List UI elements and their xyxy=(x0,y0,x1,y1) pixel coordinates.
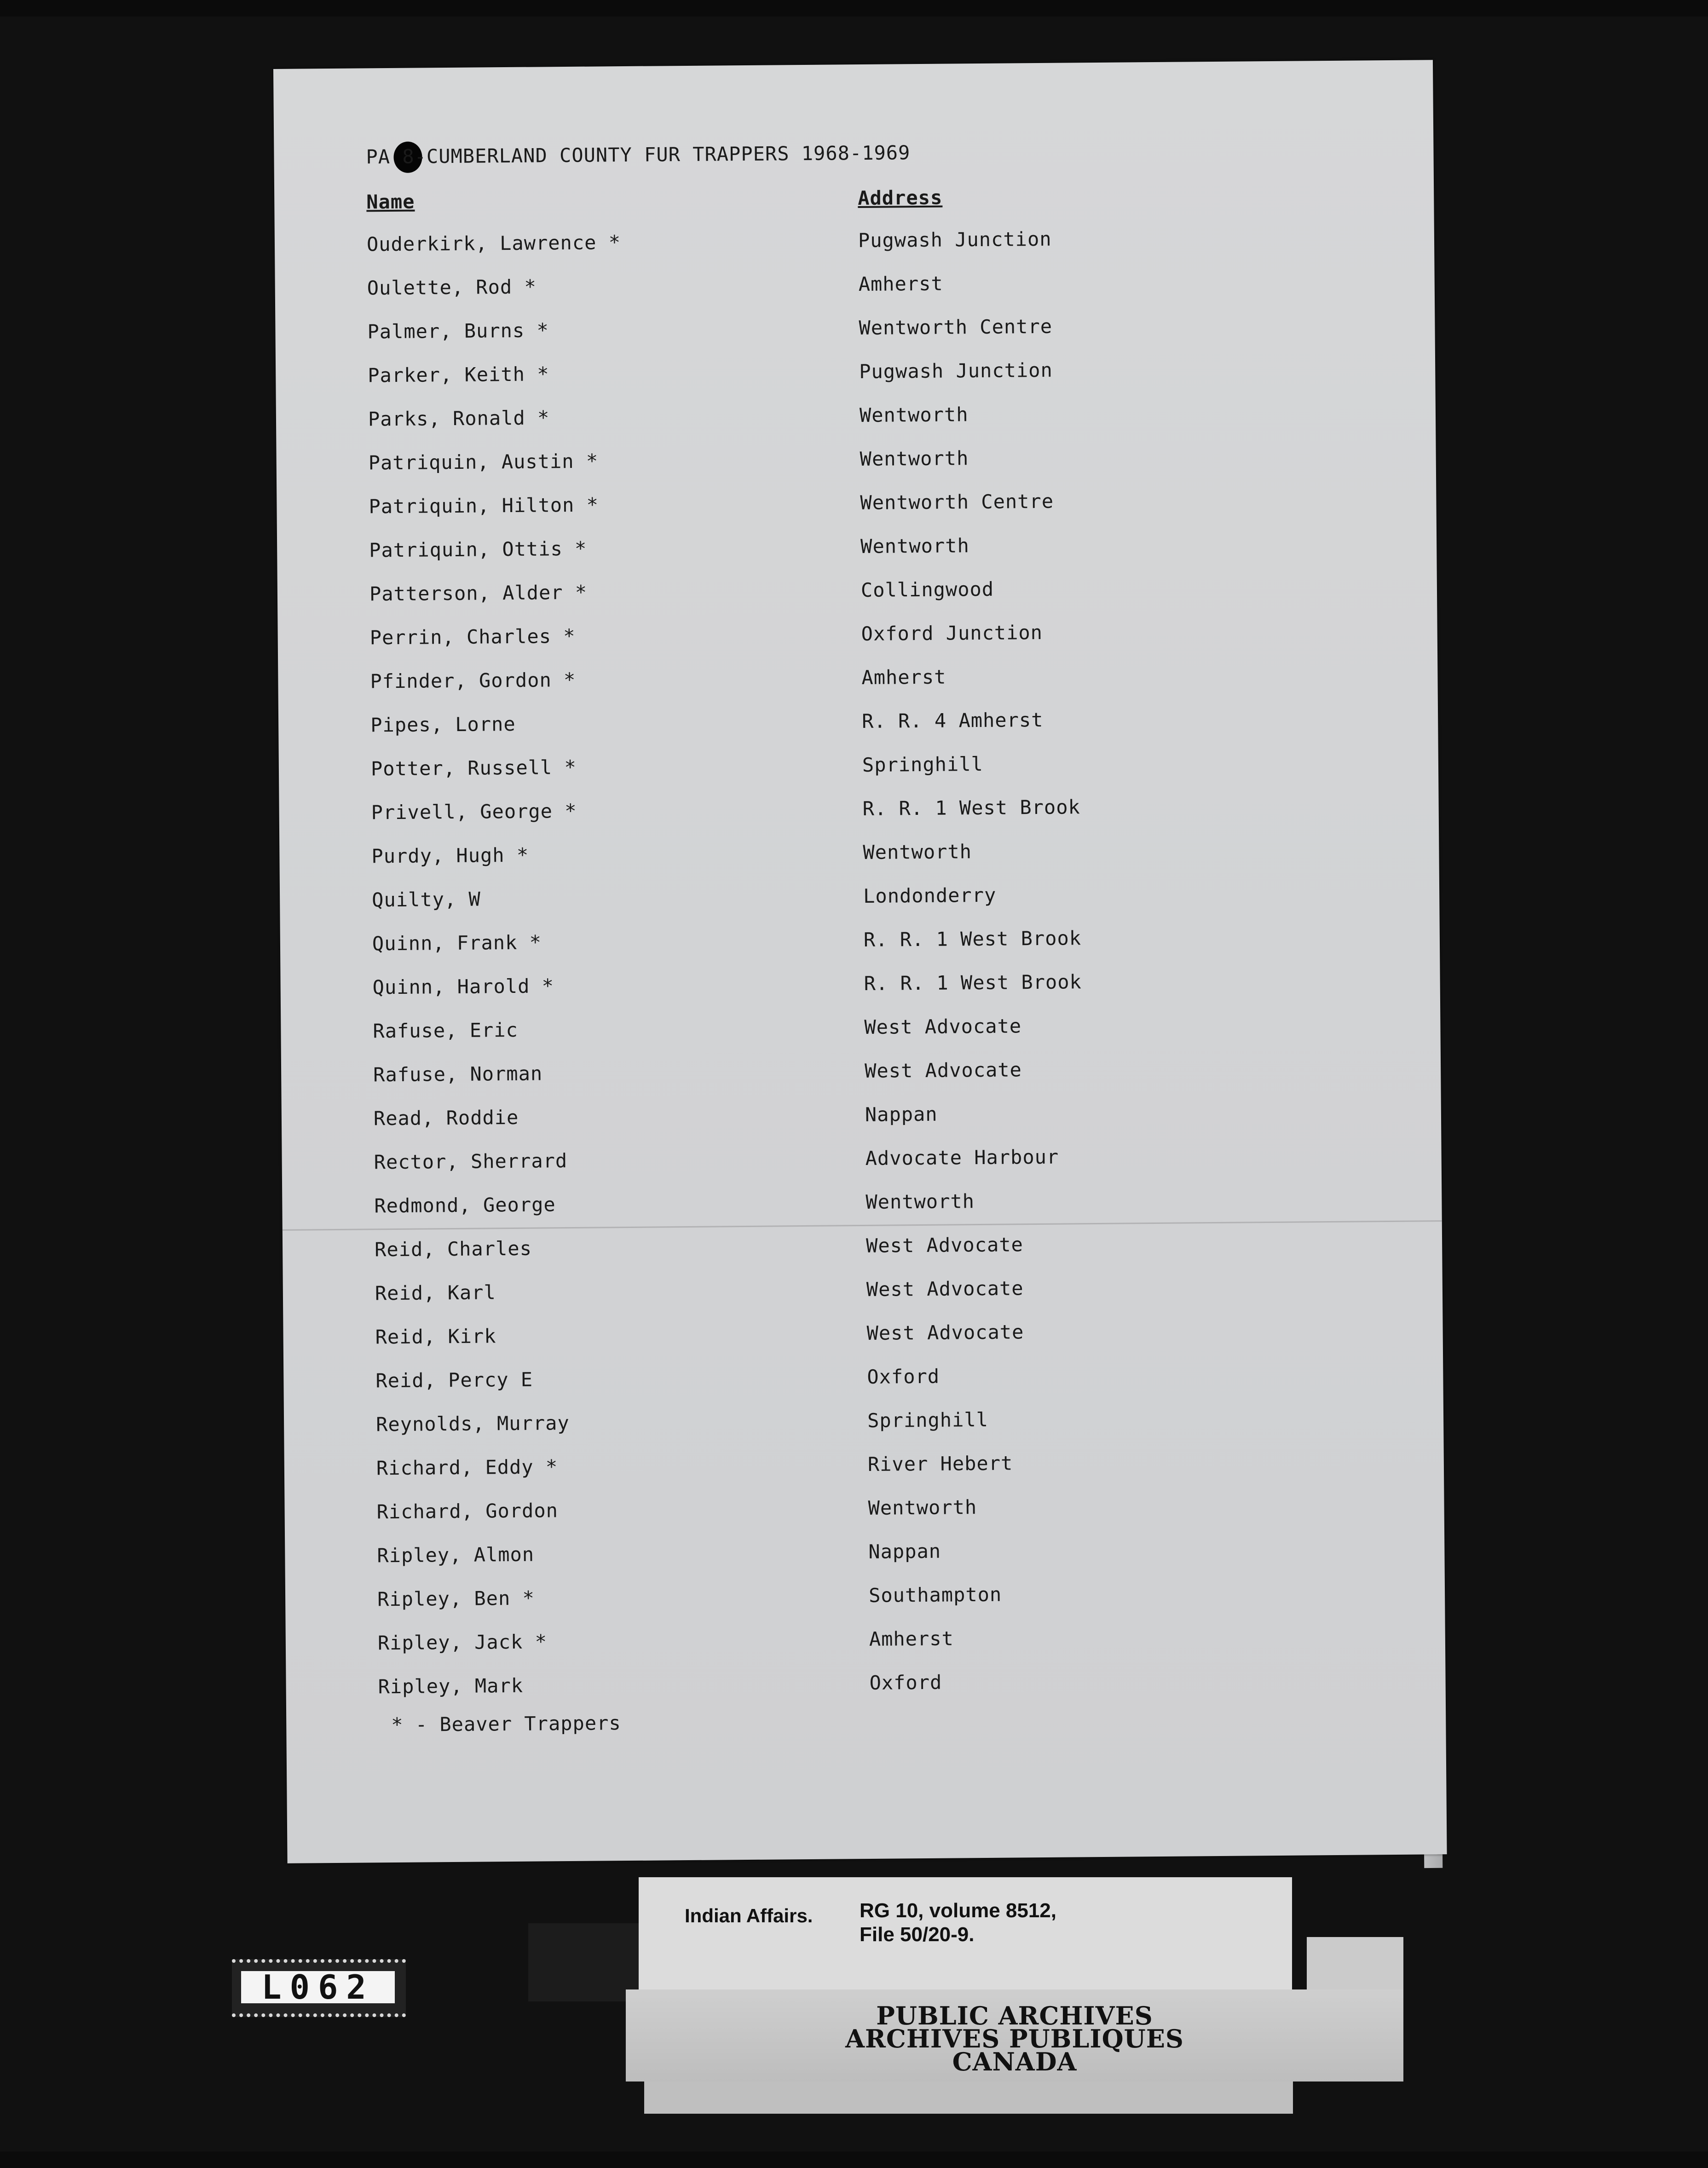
trapper-address: Wentworth xyxy=(859,403,969,427)
trapper-name: Patriquin, Ottis * xyxy=(369,537,587,562)
trapper-name: Richard, Gordon xyxy=(376,1499,559,1523)
trapper-address: Oxford xyxy=(869,1671,942,1694)
reference-file: File 50/20-9. xyxy=(860,1923,975,1946)
trapper-address: Pugwash Junction xyxy=(858,227,1052,252)
trapper-address: West Advocate xyxy=(866,1320,1024,1344)
archive-line-english: PUBLIC ARCHIVES xyxy=(876,2001,1153,2030)
trapper-address: R. R. 1 West Brook xyxy=(862,796,1080,820)
trapper-name: Patriquin, Austin * xyxy=(368,450,599,474)
trapper-address: Nappan xyxy=(865,1102,938,1126)
archive-line-french: ARCHIVES PUBLIQUES xyxy=(845,2024,1184,2053)
trapper-address: Collingwood xyxy=(860,577,994,602)
trapper-name: Palmer, Burns * xyxy=(367,319,549,343)
trapper-address: Wentworth Centre xyxy=(859,315,1053,340)
trapper-address: West Advocate xyxy=(864,1015,1022,1038)
trapper-address: Pugwash Junction xyxy=(859,358,1053,383)
trapper-address: Londonderry xyxy=(863,883,997,907)
trapper-address: Oxford xyxy=(867,1365,940,1388)
trapper-name: Purdy, Hugh * xyxy=(371,843,529,868)
trapper-name: Ripley, Jack * xyxy=(377,1630,548,1655)
archive-stamp xyxy=(626,1989,1403,2082)
trapper-name: Potter, Russell * xyxy=(370,755,577,780)
trapper-address: Oxford Junction xyxy=(861,621,1043,646)
reference-label xyxy=(639,1877,1292,2006)
trapper-address: Southampton xyxy=(868,1583,1002,1607)
trapper-address: West Advocate xyxy=(864,1058,1022,1082)
trapper-name: Reid, Percy E xyxy=(375,1368,533,1392)
trapper-name: Parks, Ronald * xyxy=(368,406,550,431)
trapper-name: Quinn, Harold * xyxy=(372,974,554,999)
trapper-name: Reid, Kirk xyxy=(375,1325,496,1349)
trapper-name: Ripley, Almon xyxy=(377,1543,535,1567)
trapper-address: Wentworth xyxy=(866,1190,975,1213)
column-header-address: Address xyxy=(858,186,943,210)
trapper-name: Rector, Sherrard xyxy=(374,1149,568,1174)
trapper-address: Advocate Harbour xyxy=(865,1145,1059,1170)
trapper-name: Richard, Eddy * xyxy=(376,1455,558,1480)
trapper-address: West Advocate xyxy=(866,1233,1024,1257)
trapper-name: Pipes, Lorne xyxy=(370,712,516,737)
trapper-address: Wentworth xyxy=(860,447,969,471)
trapper-name: Quinn, Frank * xyxy=(372,931,542,955)
trapper-address: R. R. 1 West Brook xyxy=(864,970,1082,995)
trapper-address: Wentworth xyxy=(868,1496,977,1519)
column-header-name: Name xyxy=(366,190,415,213)
trapper-name: Pfinder, Gordon * xyxy=(370,668,576,693)
trapper-name: Rafuse, Eric xyxy=(373,1018,519,1043)
frame-number: L062 xyxy=(241,1971,395,2003)
trapper-address: R. R. 4 Amherst xyxy=(861,708,1044,732)
trapper-list xyxy=(275,225,1446,1720)
trapper-name: Perrin, Charles * xyxy=(369,624,576,649)
trapper-address: Wentworth xyxy=(860,534,969,558)
trapper-address: R. R. 1 West Brook xyxy=(863,927,1082,951)
trapper-name: Patriquin, Hilton * xyxy=(369,493,599,518)
trapper-address: West Advocate xyxy=(866,1277,1024,1301)
archive-card-tab xyxy=(1307,1937,1403,1992)
trapper-name: Read, Roddie xyxy=(373,1106,519,1130)
trapper-name: Ripley, Mark xyxy=(378,1674,524,1698)
trapper-address: Springhill xyxy=(867,1408,989,1432)
trapper-name: Reid, Karl xyxy=(375,1281,496,1305)
reference-volume: RG 10, volume 8512, xyxy=(860,1899,1056,1922)
trapper-address: Amherst xyxy=(869,1627,954,1650)
trapper-address: Wentworth xyxy=(863,840,972,864)
list-item xyxy=(286,1667,1446,1720)
trapper-address: Wentworth Centre xyxy=(860,490,1054,514)
trapper-name: Ouderkirk, Lawrence * xyxy=(366,231,621,256)
trapper-address: River Hebert xyxy=(867,1452,1013,1476)
trapper-address: Nappan xyxy=(868,1540,941,1563)
archive-card-bottom xyxy=(644,2082,1293,2114)
trapper-address: Amherst xyxy=(858,272,943,296)
document-page xyxy=(273,60,1447,1863)
trapper-name: Privell, George * xyxy=(371,799,577,824)
trapper-name: Reynolds, Murray xyxy=(375,1412,570,1436)
trapper-name: Oulette, Rod * xyxy=(367,275,537,300)
trapper-name: Reid, Charles xyxy=(374,1237,532,1261)
trapper-address: Springhill xyxy=(862,752,983,776)
frame-number-tag xyxy=(232,1959,406,2017)
trapper-name: Ripley, Ben * xyxy=(377,1586,535,1611)
archive-line-country: CANADA xyxy=(952,2047,1077,2076)
trapper-name: Quilty, W xyxy=(371,888,481,911)
agency-name: Indian Affairs. xyxy=(685,1905,813,1926)
legend-note: * - Beaver Trappers xyxy=(391,1712,621,1736)
trapper-name: Redmond, George xyxy=(374,1193,556,1217)
document-title: PA 8-CUMBERLAND COUNTY FUR TRAPPERS 1968-1969 xyxy=(366,141,911,168)
trapper-name: Parker, Keith * xyxy=(368,363,549,387)
trapper-name: Rafuse, Norman xyxy=(373,1062,543,1086)
trapper-address: Amherst xyxy=(861,665,946,689)
trapper-name: Patterson, Alder * xyxy=(369,581,588,605)
